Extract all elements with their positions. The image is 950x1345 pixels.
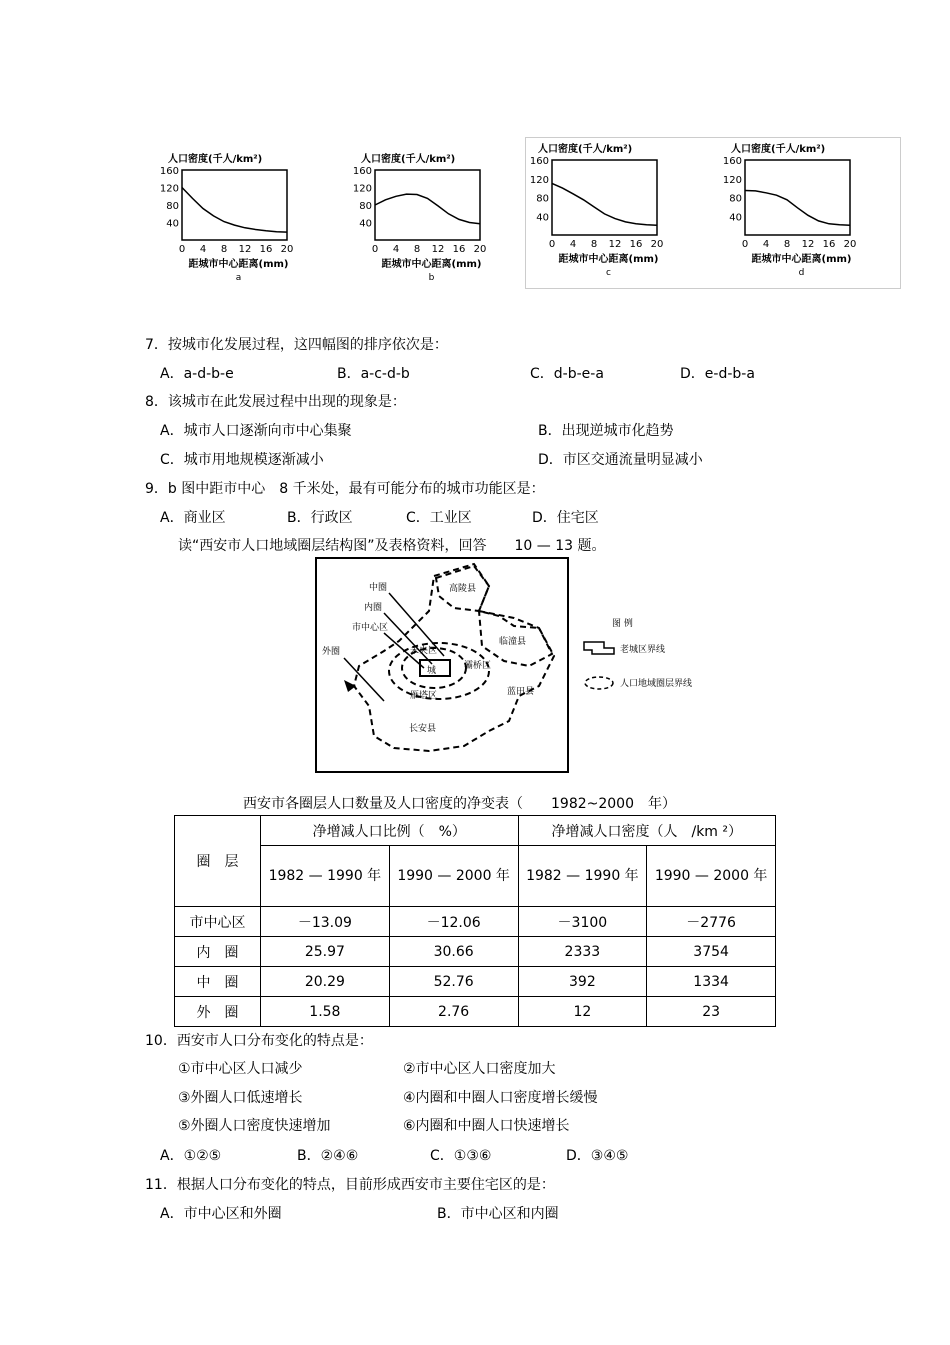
cell: 23	[647, 997, 776, 1027]
plot-frame	[182, 170, 287, 240]
y-tick-label: 40	[729, 212, 742, 224]
y-tick-label: 80	[359, 201, 372, 212]
map-label-gaoling: 高陵县	[449, 584, 477, 594]
x-tick-label: 12	[238, 244, 252, 255]
q10-item-6: ⑥内圈和中圈人口快速增长	[403, 1118, 570, 1134]
cell: 2.76	[389, 997, 518, 1027]
row-label: 内 圈	[175, 937, 261, 967]
q9-option-b[interactable]: B．行政区	[287, 510, 353, 526]
q9-option-d[interactable]: D．住宅区	[532, 510, 599, 526]
legend-ring-icon	[585, 677, 613, 689]
q8-option-a[interactable]: A．城市人口逐渐向市中心集聚	[160, 423, 352, 439]
cell: 1.58	[261, 997, 390, 1027]
x-tick-label: 20	[280, 244, 294, 255]
q8-option-b[interactable]: B．出现逆城市化趋势	[538, 423, 674, 439]
q10-item-3: ③外圈人口低速增长	[178, 1090, 303, 1106]
cell: 3754	[647, 937, 776, 967]
x-tick-label: 0	[371, 244, 379, 255]
density-chart-b	[342, 150, 512, 290]
x-tick-label: 20	[843, 239, 857, 250]
chart-letter: b	[428, 273, 435, 283]
density-chart-c	[528, 140, 698, 290]
x-tick-label: 8	[783, 239, 791, 250]
y-tick-label: 120	[529, 174, 549, 186]
y-axis-label: 人口密度(千人/km²)	[168, 154, 263, 165]
intro-text: 读“西安市人口地域圈层结构图”及表格资料，回答 10 — 13 题。	[178, 538, 606, 554]
q7-option-a[interactable]: A．a-d-b-e	[160, 366, 234, 382]
x-tick-label: 12	[801, 239, 815, 250]
x-tick-label: 0	[548, 239, 556, 250]
chart-letter: c	[606, 268, 611, 278]
y-tick-label: 80	[536, 193, 549, 205]
y-tick-label: 160	[529, 156, 549, 167]
x-tick-label: 4	[762, 239, 770, 250]
table-row	[175, 937, 776, 967]
table-row	[175, 907, 776, 937]
cell: 2333	[518, 937, 647, 967]
group-header-ratio: 净增减人口比例（ %）	[261, 816, 519, 846]
cell: －13.09	[261, 907, 390, 937]
x-tick-label: 12	[431, 244, 445, 255]
q10-item-1: ①市中心区人口减少	[178, 1061, 303, 1077]
map-label-changan: 长安县	[409, 724, 437, 734]
row-label: 中 圈	[175, 967, 261, 997]
q7-stem: 7．按城市化发展过程，这四幅图的排序依次是：	[145, 337, 448, 353]
xian-population-ring-map	[314, 556, 704, 774]
y-tick-label: 160	[159, 166, 179, 177]
x-axis-label: 距城市中心距离(mm)	[751, 254, 852, 265]
y-axis-label: 人口密度(千人/km²)	[538, 144, 633, 155]
q10-option-b[interactable]: B．②④⑥	[297, 1148, 359, 1164]
cell: 52.76	[389, 967, 518, 997]
x-tick-label: 16	[259, 244, 273, 255]
period-header: 1982 — 1990 年	[261, 846, 390, 907]
y-tick-label: 120	[722, 174, 742, 186]
map-label-waiquan: 外圈	[322, 647, 341, 657]
chart-letter: a	[235, 273, 242, 283]
cell: －2776	[647, 907, 776, 937]
cell: 20.29	[261, 967, 390, 997]
x-tick-label: 16	[629, 239, 643, 250]
x-tick-label: 16	[822, 239, 836, 250]
y-tick-label: 80	[729, 193, 742, 205]
group-header-density: 净增减人口密度（人 /km ²）	[518, 816, 776, 846]
x-tick-label: 12	[608, 239, 622, 250]
q10-option-a[interactable]: A．①②⑤	[160, 1148, 222, 1164]
q8-option-c[interactable]: C．城市用地规模逐渐减小	[160, 452, 324, 468]
q10-item-5: ⑤外圈人口密度快速增加	[178, 1118, 331, 1134]
density-chart-a	[159, 150, 338, 290]
legend-ring: 人口地域圈层界线	[620, 679, 693, 689]
q7-option-b[interactable]: B．a-c-d-b	[337, 366, 410, 382]
density-line	[375, 194, 480, 224]
map-label-weiyang: 未央区	[410, 646, 438, 656]
y-tick-label: 160	[352, 166, 372, 177]
map-label-neiquan: 内圈	[364, 603, 383, 613]
x-axis-label: 距城市中心距离(mm)	[558, 254, 659, 265]
map-label-zhongquan: 中圈	[369, 583, 388, 593]
cell: 30.66	[389, 937, 518, 967]
period-header: 1990 — 2000 年	[389, 846, 518, 907]
legend-old-city: 老城区界线	[620, 645, 666, 655]
period-header: 1982 — 1990 年	[518, 846, 647, 907]
density-line	[182, 188, 287, 233]
map-label-lantian: 蓝田县	[507, 687, 535, 697]
y-tick-label: 120	[352, 183, 372, 195]
y-tick-label: 40	[166, 218, 179, 230]
row-label: 外 圈	[175, 997, 261, 1027]
q7-option-c[interactable]: C．d-b-e-a	[530, 366, 604, 382]
q9-option-c[interactable]: C．工业区	[406, 510, 472, 526]
q10-stem: 10．西安市人口分布变化的特点是：	[145, 1033, 373, 1049]
x-tick-label: 4	[199, 244, 207, 255]
q11-stem: 11．根据人口分布变化的特点，目前形成西安市主要住宅区的是：	[145, 1177, 555, 1193]
x-tick-label: 4	[392, 244, 400, 255]
y-tick-label: 120	[159, 183, 179, 195]
legend-old-city-icon	[584, 642, 614, 654]
table-row	[175, 997, 776, 1027]
cell: －12.06	[389, 907, 518, 937]
plot-frame	[375, 170, 480, 240]
cell: －3100	[518, 907, 647, 937]
q7-option-d[interactable]: D．e-d-b-a	[680, 366, 755, 382]
q11-option-a[interactable]: A．市中心区和外圈	[160, 1206, 282, 1222]
q9-option-a[interactable]: A．商业区	[160, 510, 226, 526]
y-tick-label: 40	[359, 218, 372, 230]
x-tick-label: 8	[590, 239, 598, 250]
map-label-yanta: 雁塔区	[410, 691, 438, 701]
chart-letter: d	[798, 268, 805, 278]
cell: 25.97	[261, 937, 390, 967]
density-line	[552, 183, 657, 225]
q10-option-c[interactable]: C．①③⑥	[430, 1148, 492, 1164]
x-tick-label: 8	[413, 244, 421, 255]
cell: 1334	[647, 967, 776, 997]
density-chart-d	[718, 140, 898, 290]
q8-stem: 8．该城市在此发展过程中出现的现象是：	[145, 394, 406, 410]
x-tick-label: 0	[178, 244, 186, 255]
x-tick-label: 8	[220, 244, 228, 255]
y-tick-label: 80	[166, 201, 179, 212]
cell: 392	[518, 967, 647, 997]
row-label: 市中心区	[175, 907, 261, 937]
q8-option-d[interactable]: D．市区交通流量明显减小	[538, 452, 703, 468]
x-tick-label: 4	[569, 239, 577, 250]
population-change-table	[174, 815, 776, 1027]
table-caption: 西安市各圈层人口数量及人口密度的净变表（ 1982~2000 年）	[243, 796, 676, 812]
y-tick-label: 40	[536, 212, 549, 224]
q10-item-2: ②市中心区人口密度加大	[403, 1061, 556, 1077]
table-row	[175, 967, 776, 997]
legend-title: 图 例	[612, 619, 633, 629]
map-label-lintong: 临潼县	[499, 637, 527, 647]
y-axis-label: 人口密度(千人/km²)	[731, 144, 826, 155]
x-tick-label: 16	[452, 244, 466, 255]
map-label-center: 城	[427, 666, 437, 676]
x-axis-label: 距城市中心距离(mm)	[381, 259, 482, 270]
y-axis-label: 人口密度(千人/km²)	[361, 154, 456, 165]
y-tick-label: 160	[722, 156, 742, 167]
q9-stem: 9．b 图中距市中心 8 千米处，最有可能分布的城市功能区是：	[145, 481, 545, 497]
map-label-baqiao: 灞桥区	[464, 661, 492, 671]
cell: 12	[518, 997, 647, 1027]
q10-item-4: ④内圈和中圈人口密度增长缓慢	[403, 1090, 598, 1106]
q11-option-b[interactable]: B．市中心区和内圈	[437, 1206, 559, 1222]
map-label-shizhongxin: 市中心区	[352, 623, 389, 633]
x-tick-label: 20	[650, 239, 664, 250]
x-tick-label: 20	[473, 244, 487, 255]
period-header: 1990 — 2000 年	[647, 846, 776, 907]
ring-header: 圈 层	[175, 816, 261, 907]
x-tick-label: 0	[741, 239, 749, 250]
x-axis-label: 距城市中心距离(mm)	[188, 259, 289, 270]
q10-option-d[interactable]: D．③④⑤	[566, 1148, 629, 1164]
density-line	[745, 191, 850, 226]
